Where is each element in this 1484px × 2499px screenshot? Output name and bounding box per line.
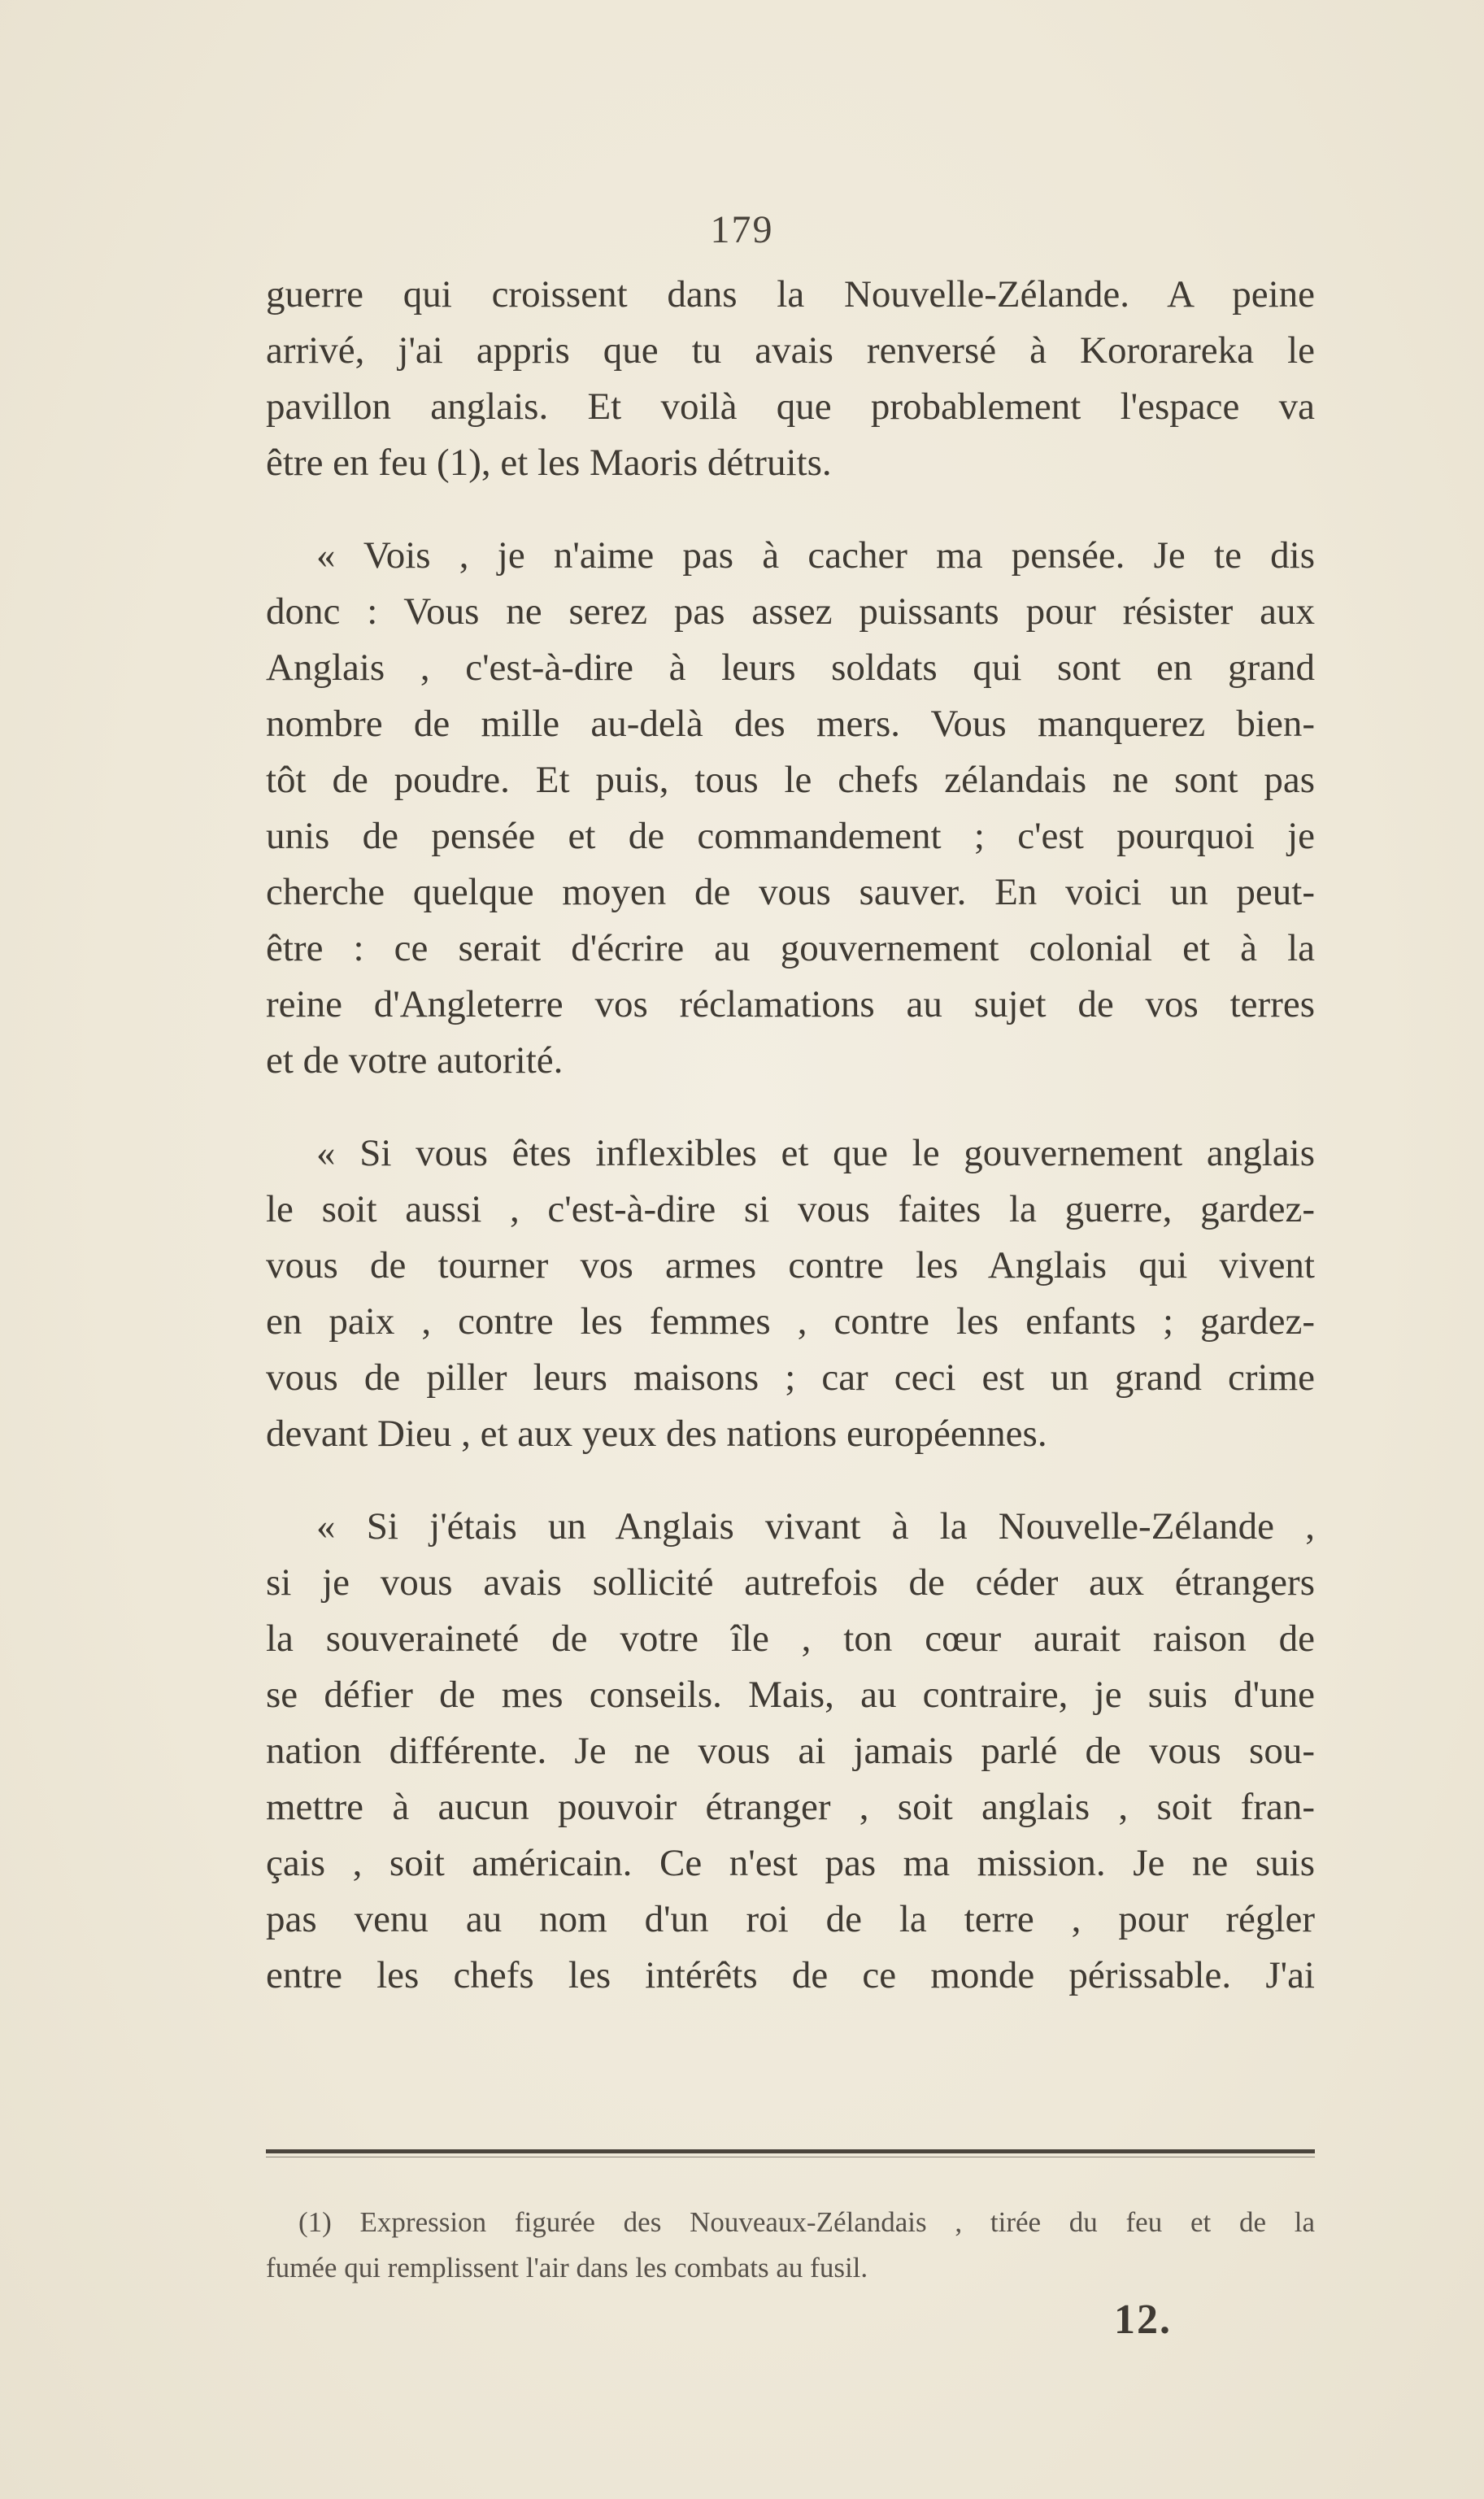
- text-line: devant Dieu , et aux yeux des nations européennes.: [266, 1413, 1047, 1455]
- text-line: arrivé, j'ai appris que tu avais renversé à Kororareka le: [266, 329, 1315, 372]
- text-line: « Si vous êtes inflexibles et que le gouvernement anglais: [316, 1132, 1315, 1174]
- text-line: si je vous avais sollicité autrefois de céder aux étrangers: [266, 1561, 1315, 1604]
- text-line: tôt de poudre. Et puis, tous le chefs zélandais ne sont pas: [266, 759, 1315, 801]
- text-line: vous de tourner vos armes contre les Anglais qui vivent: [266, 1244, 1315, 1287]
- text-line: se défier de mes conseils. Mais, au contraire, je suis d'une: [266, 1674, 1315, 1716]
- footnote-divider: [266, 2149, 1315, 2153]
- text-line: être en feu (1), et les Maoris détruits.: [266, 442, 832, 484]
- text-line: entre les chefs les intérêts de ce monde périssable. J'ai: [266, 1954, 1315, 1996]
- footnote-line: (1) Expression figurée des Nouveaux-Zélandais , tirée du feu et de la: [298, 2206, 1315, 2238]
- text-line: pavillon anglais. Et voilà que probablement l'espace va: [266, 385, 1315, 428]
- text-line: donc : Vous ne serez pas assez puissants pour résister aux: [266, 590, 1315, 633]
- signature-mark: 12.: [1114, 2297, 1172, 2343]
- text-line: çais , soit américain. Ce n'est pas ma mission. Je ne suis: [266, 1842, 1315, 1884]
- text-line: mettre à aucun pouvoir étranger , soit anglais , soit fran-: [266, 1786, 1315, 1828]
- paragraph-gap: [266, 1089, 1315, 1125]
- text-line: reine d'Angleterre vos réclamations au sujet de vos terres: [266, 983, 1315, 1025]
- text-line: en paix , contre les femmes , contre les enfants ; gardez-: [266, 1300, 1315, 1343]
- text-line: guerre qui croissent dans la Nouvelle-Zélande. A peine: [266, 273, 1315, 316]
- page-number: 179: [710, 208, 774, 251]
- text-line: la souveraineté de votre île , ton cœur aurait raison de: [266, 1617, 1315, 1660]
- paragraph: [266, 267, 1315, 491]
- text-line: pas venu au nom d'un roi de la terre , pour régler: [266, 1898, 1315, 1940]
- text-line: être : ce serait d'écrire au gouvernement colonial et à la: [266, 927, 1315, 969]
- text-line: le soit aussi , c'est-à-dire si vous faites la guerre, gardez-: [266, 1188, 1315, 1230]
- text-line: et de votre autorité.: [266, 1039, 564, 1082]
- text-line: vous de piller leurs maisons ; car ceci est un grand crime: [266, 1356, 1315, 1399]
- paragraph: [266, 528, 1315, 1089]
- paragraph: [266, 1499, 1315, 2004]
- text-line: nombre de mille au-delà des mers. Vous manquerez bien-: [266, 703, 1315, 745]
- footnote: [266, 2200, 1315, 2291]
- text-line: « Si j'étais un Anglais vivant à la Nouvelle-Zélande ,: [316, 1505, 1315, 1548]
- main-text: [266, 267, 1315, 2004]
- text-line: nation différente. Je ne vous ai jamais parlé de vous sou-: [266, 1730, 1315, 1772]
- footnote-line: fumée qui remplissent l'air dans les combats au fusil.: [266, 2252, 868, 2283]
- text-line: « Vois , je n'aime pas à cacher ma pensée. Je te dis: [316, 534, 1315, 577]
- paragraph: [266, 1125, 1315, 1462]
- text-line: Anglais , c'est-à-dire à leurs soldats qui sont en grand: [266, 647, 1315, 689]
- text-line: cherche quelque moyen de vous sauver. En voici un peut-: [266, 871, 1315, 913]
- paragraph-gap: [266, 491, 1315, 528]
- text-line: unis de pensée et de commandement ; c'est pourquoi je: [266, 815, 1315, 857]
- paragraph-gap: [266, 1462, 1315, 1499]
